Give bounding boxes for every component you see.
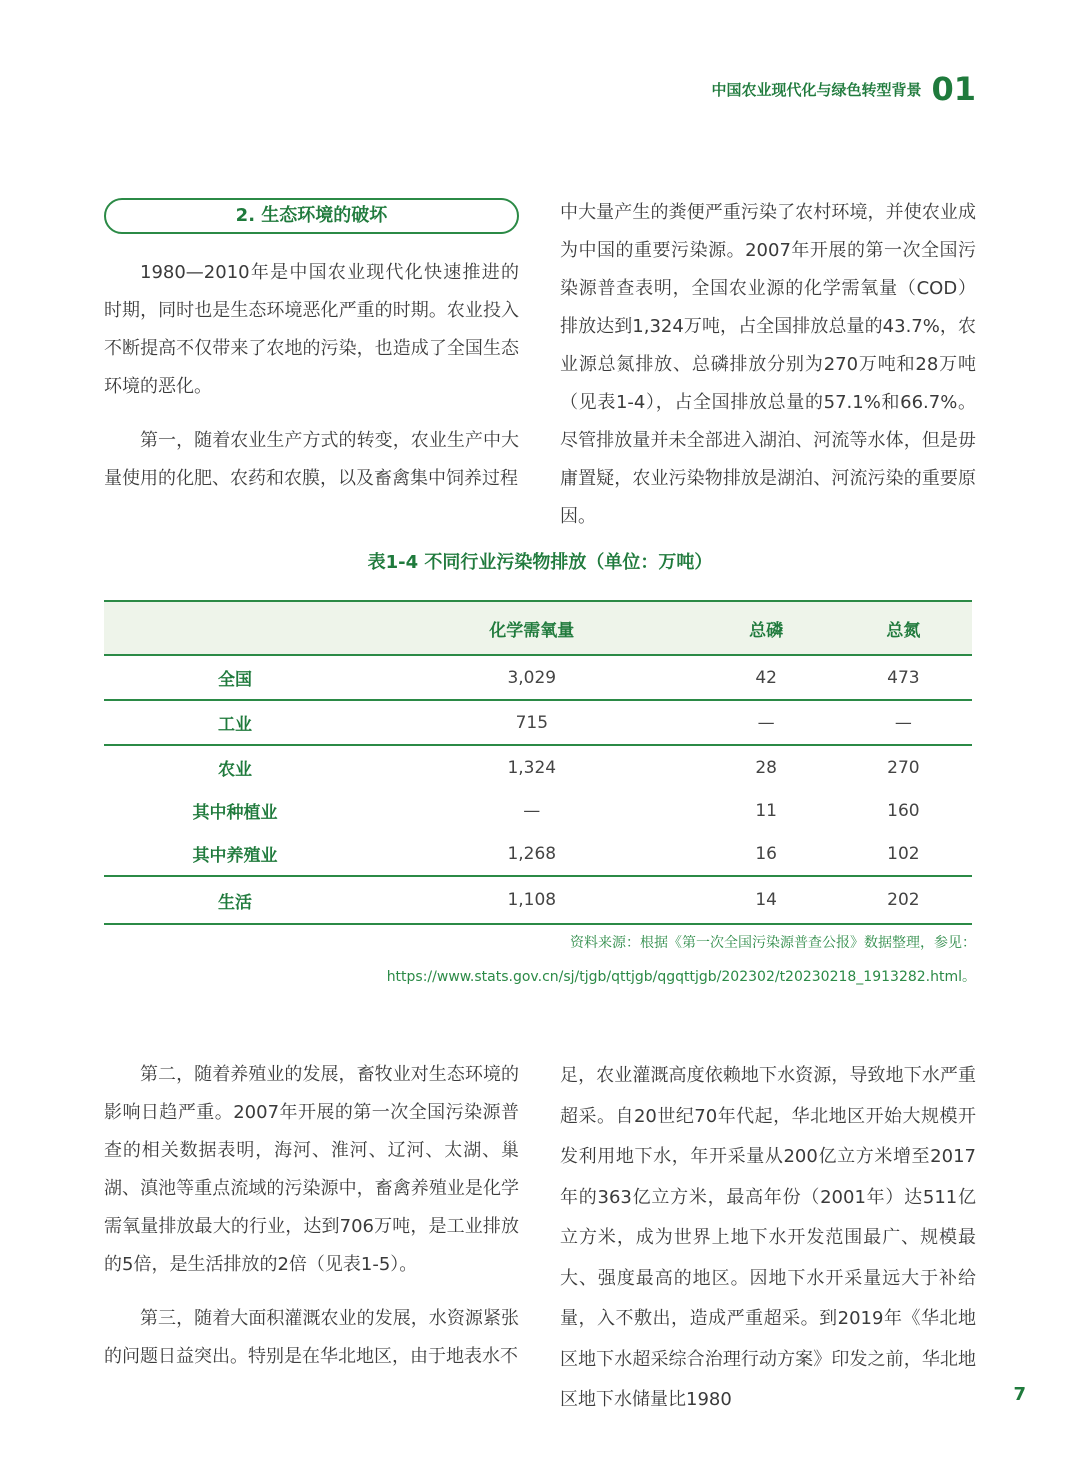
- column-header: 总氮: [835, 601, 972, 655]
- table-row: [104, 655, 972, 700]
- upper-right-column: [560, 194, 976, 536]
- cell-phosphorus: 14: [698, 876, 835, 924]
- table-row: [104, 700, 972, 745]
- table-row: [104, 745, 972, 789]
- cell-nitrogen: —: [835, 700, 972, 745]
- row-label: 其中种植业: [192, 803, 278, 823]
- cell-phosphorus: 28: [755, 757, 777, 778]
- paragraph: 足，农业灌溉高度依赖地下水资源，导致地下水严重超采。自20世纪70年代起，华北地区开始大规模开发利用地下水，年开采量从200亿立方米增至2017年的363亿立方米，最高年份（2001年）达511亿立方米，成为世界上地下水开发范围最广、规模最大、强度最高的地区。因地下水开采量远大于补给量，入不敷出，造成严重超采。到2019年《华北地区地下水超采综合治理行动方案》印发之前，华北地区地下水储量比1980: [560, 1065, 976, 1410]
- table-caption: 表1-4 不同行业污染物排放（单位：万吨）: [367, 552, 713, 573]
- cell-cod: —: [523, 800, 541, 821]
- table-row: [104, 789, 972, 832]
- lower-right-column: [560, 1056, 976, 1421]
- cell-phosphorus: —: [698, 700, 835, 745]
- paragraph: 第三，随着大面积灌溉农业的发展，水资源紧张的问题日益突出。特别是在华北地区，由于地表水不: [104, 1308, 519, 1367]
- paragraph: 1980—2010年是中国农业现代化快速推进的时期，同时也是生态环境恶化严重的时期。农业投入不断提高不仅带来了农地的污染，也造成了全国生态环境的恶化。: [104, 262, 519, 397]
- running-header-title: 中国农业现代化与绿色转型背景: [711, 80, 922, 99]
- cell-phosphorus: 42: [698, 655, 835, 700]
- column-header: 化学需氧量: [366, 601, 698, 655]
- table-header-row: [104, 601, 972, 655]
- cell-nitrogen: 102: [835, 832, 972, 876]
- paragraph: 第一，随着农业生产方式的转变，农业生产中大量使用的化肥、农药和农膜，以及畜禽集中饲养过程: [104, 430, 519, 489]
- cell-nitrogen: 473: [835, 655, 972, 700]
- table-source-link[interactable]: https://www.stats.gov.cn/sj/tjgb/qttjgb/qgqttjgb/202302/t20230218_1913282.html。: [386, 969, 976, 985]
- row-label: 工业: [104, 700, 366, 745]
- running-header: [711, 70, 976, 108]
- row-label: 农业: [218, 760, 252, 780]
- cell-cod: 1,324: [507, 757, 557, 778]
- upper-left-column: [104, 198, 519, 498]
- cell-cod: 1,108: [366, 876, 698, 924]
- chapter-number: 01: [931, 70, 976, 108]
- row-label: 其中养殖业: [104, 832, 366, 876]
- column-header: [104, 601, 366, 655]
- section-heading: 2. 生态环境的破坏: [104, 198, 519, 234]
- cell-cod: 715: [366, 700, 698, 745]
- paragraph: 第二，随着养殖业的发展，畜牧业对生态环境的影响日趋严重。2007年开展的第一次全国污染源普查的相关数据表明，海河、淮河、辽河、太湖、巢湖、滇池等重点流域的污染源中，畜禽养殖业是化学需氧量排放最大的行业，达到706万吨，是工业排放的5倍，是生活排放的2倍（见表1-5）。: [104, 1064, 519, 1275]
- page-number: 7: [1013, 1384, 1026, 1405]
- cell-phosphorus: 11: [755, 800, 777, 821]
- column-header: 总磷: [698, 601, 835, 655]
- cell-nitrogen: 202: [835, 876, 972, 924]
- row-label: 生活: [104, 876, 366, 924]
- paragraph: 中大量产生的粪便严重污染了农村环境，并使农业成为中国的重要污染源。2007年开展的第一次全国污染源普查表明，全国农业源的化学需氧量（COD）排放达到1,324万吨，占全国排放总量的43.7%，农业源总氮排放、总磷排放分别为270万吨和28万吨（见表1-4），占全国排放总量的57.1%和66.7%。尽管排放量并未全部进入湖泊、河流等水体，但是毋庸置疑，农业污染物排放是湖泊、河流污染的重要原因。: [560, 202, 976, 527]
- cell-nitrogen: 160: [887, 800, 920, 821]
- table-source-note: 资料来源：根据《第一次全国污染源普查公报》数据整理，参见：: [570, 935, 976, 951]
- pollution-table: [104, 600, 972, 925]
- cell-cod: 3,029: [366, 655, 698, 700]
- table-row: [104, 832, 972, 876]
- lower-left-column: [104, 1056, 519, 1376]
- table-row: [104, 876, 972, 924]
- cell-cod: 1,268: [366, 832, 698, 876]
- cell-phosphorus: 16: [698, 832, 835, 876]
- cell-nitrogen: 270: [887, 757, 920, 778]
- row-label: 全国: [104, 655, 366, 700]
